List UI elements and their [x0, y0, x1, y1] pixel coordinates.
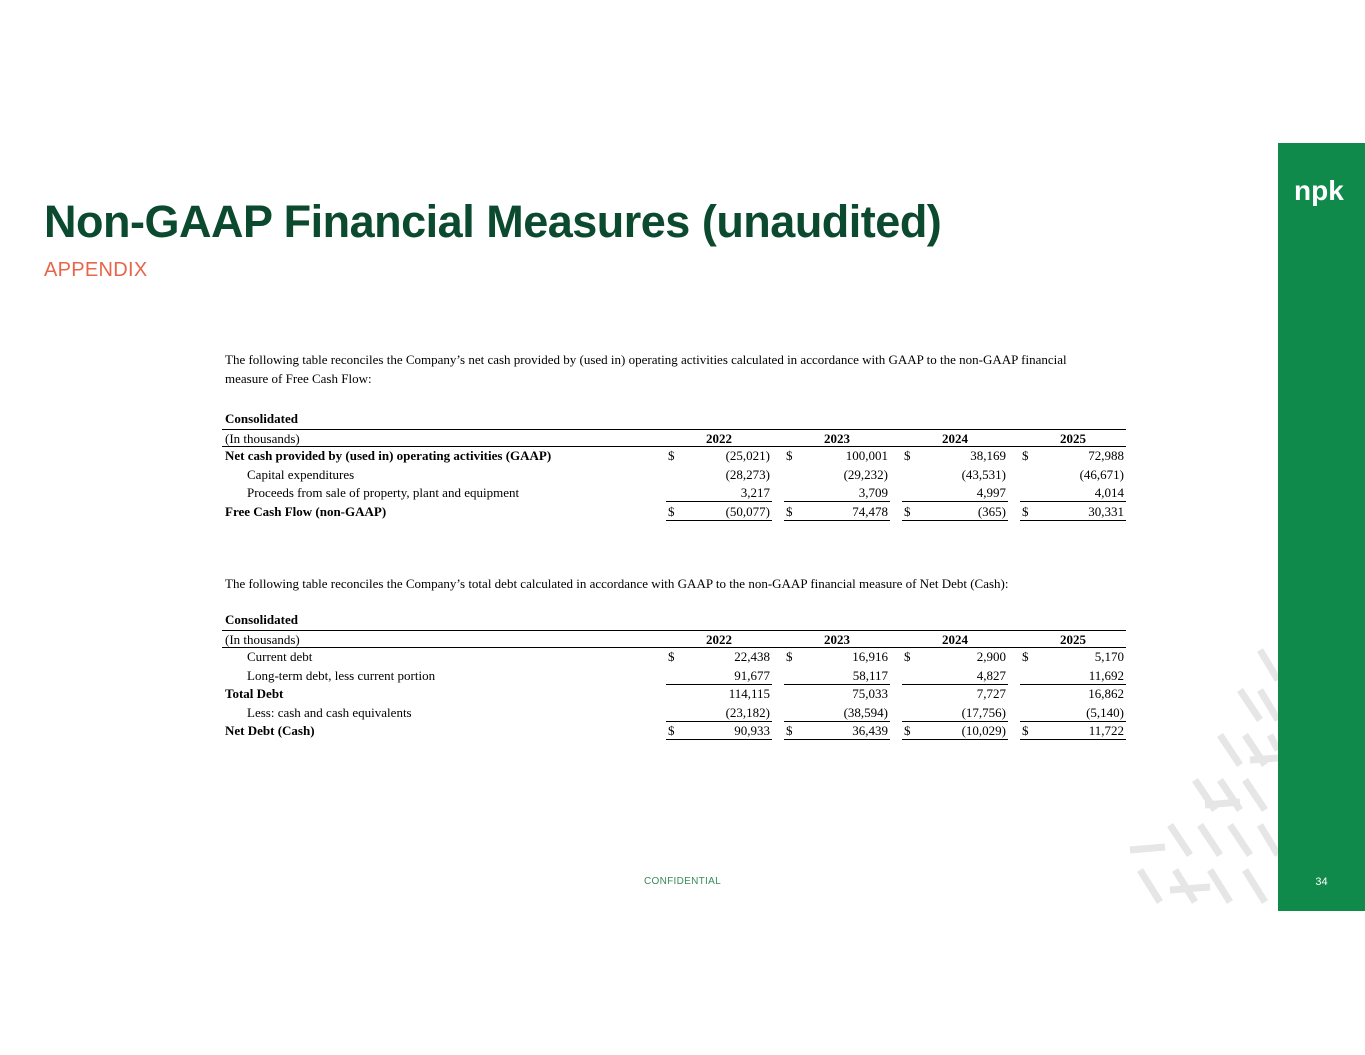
cell-value: (17,756) — [961, 704, 1006, 720]
npk-logo — [1294, 174, 1354, 208]
row-label: Total Debt — [225, 686, 284, 701]
cell-value: (50,077) — [725, 503, 770, 519]
table-row — [222, 722, 1126, 741]
table-row — [222, 466, 1126, 485]
row-label: Current debt — [247, 649, 313, 664]
table-row — [222, 667, 1126, 686]
table-header — [222, 429, 1126, 448]
net-debt-table — [222, 611, 1126, 741]
currency-symbol: $ — [904, 503, 911, 519]
currency-symbol: $ — [668, 448, 675, 463]
fcf-intro: The following table reconciles the Company’s net cash provided by (used in) operating activities calculated in accordance with GAAP to the non-GAAP financial measure of Free Cash Flow: — [225, 352, 1067, 386]
currency-symbol: $ — [668, 649, 675, 664]
brand-band — [1278, 143, 1365, 911]
row-label: Net Debt (Cash) — [225, 723, 315, 738]
page-title: Non-GAAP Financial Measures (unaudited) — [44, 196, 942, 247]
cell-value: (46,671) — [1079, 466, 1124, 482]
cell-value: (29,232) — [843, 466, 888, 482]
row-label: Proceeds from sale of property, plant and equipment — [247, 485, 520, 500]
net-debt-intro: The following table reconciles the Company’s total debt calculated in accordance with GAAP to the non-GAAP financial measure of Net Debt (Cash): — [225, 576, 1009, 591]
cell-value: 3,217 — [740, 485, 770, 500]
cell-value: 11,692 — [1088, 667, 1124, 683]
cell-value: (43,531) — [961, 466, 1006, 482]
cell-value: 4,827 — [976, 667, 1006, 683]
svg-text:npk: npk — [1294, 175, 1344, 206]
cell-value: 91,677 — [734, 667, 770, 683]
year-header: 2024 — [942, 631, 968, 647]
row-label: Less: cash and cash equivalents — [247, 704, 412, 720]
cell-value: 22,438 — [734, 649, 770, 664]
currency-symbol: $ — [786, 503, 793, 519]
cell-value: 16,862 — [1088, 686, 1124, 701]
cell-value: 114,115 — [728, 686, 770, 701]
year-header: 2025 — [1060, 631, 1086, 647]
year-header: 2025 — [1060, 430, 1086, 446]
table-row — [222, 648, 1126, 667]
currency-symbol: $ — [904, 723, 911, 738]
cell-value: 2,900 — [976, 649, 1006, 664]
cell-value: 36,439 — [852, 723, 888, 738]
cell-value: 58,117 — [852, 667, 888, 683]
table-row — [222, 685, 1126, 704]
currency-symbol: $ — [786, 448, 793, 463]
confidential-label: CONFIDENTIAL — [644, 876, 721, 887]
row-label: Free Cash Flow (non-GAAP) — [225, 503, 387, 519]
cell-value: 11,722 — [1088, 723, 1124, 738]
table-row — [222, 447, 1126, 466]
currency-symbol: $ — [1022, 448, 1029, 463]
currency-symbol: $ — [668, 503, 675, 519]
cell-value: 30,331 — [1088, 503, 1124, 519]
cell-value: 72,988 — [1088, 448, 1124, 463]
cell-value: (25,021) — [725, 448, 770, 463]
table-header — [222, 630, 1126, 649]
cell-value: (38,594) — [843, 704, 888, 720]
cell-value: 38,169 — [970, 448, 1006, 463]
section-label: Consolidated — [225, 612, 298, 627]
row-label: Capital expenditures — [247, 466, 355, 482]
currency-symbol: $ — [1022, 503, 1029, 519]
decorative-pattern — [1110, 640, 1278, 912]
cell-value: (365) — [977, 503, 1006, 519]
table-row — [222, 484, 1126, 503]
cell-value: 7,727 — [976, 686, 1006, 701]
row-label: Long-term debt, less current portion — [247, 667, 436, 683]
currency-symbol: $ — [904, 448, 911, 463]
cell-value: 3,709 — [858, 485, 888, 500]
cell-value: 74,478 — [852, 503, 888, 519]
cell-value: 100,001 — [845, 448, 888, 463]
cell-value: 4,014 — [1094, 485, 1124, 500]
currency-symbol: $ — [1022, 723, 1029, 738]
section-label: Consolidated — [225, 411, 298, 426]
currency-symbol: $ — [668, 723, 675, 738]
year-header: 2023 — [824, 430, 850, 446]
units-label: (In thousands) — [225, 631, 300, 647]
cell-value: 75,033 — [852, 686, 888, 701]
row-label: Net cash provided by (used in) operating activities (GAAP) — [225, 448, 552, 463]
page-subtitle: APPENDIX — [44, 259, 148, 281]
table-row — [222, 704, 1126, 723]
year-header: 2024 — [942, 430, 968, 446]
cell-value: 5,170 — [1094, 649, 1124, 664]
units-label: (In thousands) — [225, 430, 300, 446]
year-header: 2023 — [824, 631, 850, 647]
cell-value: (23,182) — [725, 704, 770, 720]
cell-value: (10,029) — [961, 723, 1006, 738]
page-number: 34 — [1315, 876, 1328, 888]
year-header: 2022 — [706, 430, 732, 446]
currency-symbol: $ — [786, 649, 793, 664]
table-row — [222, 503, 1126, 522]
cell-value: (28,273) — [725, 466, 770, 482]
fcf-table — [222, 410, 1126, 521]
cell-value: (5,140) — [1086, 704, 1124, 720]
cell-value: 4,997 — [976, 485, 1006, 500]
cell-value: 90,933 — [734, 723, 770, 738]
currency-symbol: $ — [1022, 649, 1029, 664]
cell-value: 16,916 — [852, 649, 888, 664]
currency-symbol: $ — [904, 649, 911, 664]
currency-symbol: $ — [786, 723, 793, 738]
year-header: 2022 — [706, 631, 732, 647]
